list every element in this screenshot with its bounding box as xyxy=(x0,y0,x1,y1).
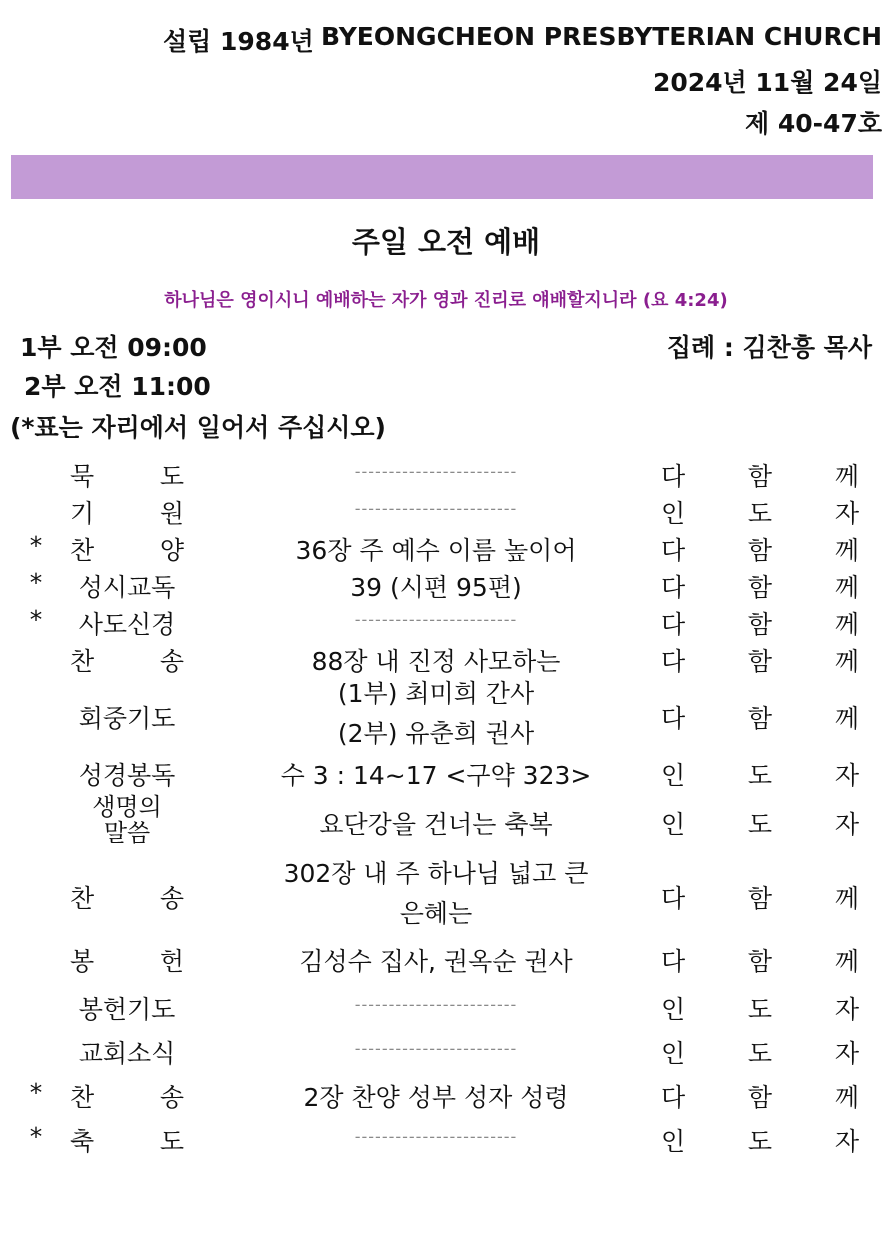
order-item-responsible xyxy=(661,1078,859,1114)
order-item-responsible-char: 다 xyxy=(661,946,686,976)
header-date: 2024년 11월 24일 xyxy=(652,68,882,97)
order-item-responsible-char: 인 xyxy=(661,1038,686,1068)
service-leader: 집례 : 김찬흥 목사 xyxy=(666,333,872,362)
order-item-responsible xyxy=(661,531,859,567)
order-row xyxy=(0,527,892,564)
order-item-responsible-char: 도 xyxy=(747,1038,773,1068)
order-item-responsible-char: 다 xyxy=(661,1082,686,1112)
order-item-detail: 수 3 : 14~17 <구약 323> xyxy=(280,760,592,790)
order-item-responsible-char: 도 xyxy=(747,1126,773,1156)
accent-bar xyxy=(11,155,873,199)
order-item-name-char: 찬 xyxy=(70,646,95,676)
standing-mark: * xyxy=(29,604,43,634)
order-item-responsible-char: 자 xyxy=(834,809,859,839)
order-item-name-line: 생명의 xyxy=(92,792,162,821)
order-item-responsible xyxy=(661,457,859,493)
service-time-2: 2부 오전 11:00 xyxy=(24,372,211,401)
order-item-responsible xyxy=(661,642,859,678)
order-item-name-char: 찬 xyxy=(70,884,95,913)
order-item-responsible-char: 께 xyxy=(834,535,859,565)
order-item-name xyxy=(70,642,184,678)
order-row xyxy=(0,1118,892,1155)
order-item-responsible xyxy=(661,568,859,604)
order-item-detail: ------------------------ xyxy=(354,1126,518,1146)
standing-note: (*표는 자리에서 일어서 주십시오) xyxy=(10,413,386,442)
order-item-name-char: 송 xyxy=(159,884,184,913)
order-item-name-char: 도 xyxy=(159,1126,184,1156)
order-row xyxy=(0,638,892,675)
order-item-name-char: 봉헌기도 xyxy=(78,994,176,1024)
order-item-responsible-char: 다 xyxy=(661,572,686,602)
header-issue: 제 40-47호 xyxy=(745,109,882,138)
order-item-responsible-char: 도 xyxy=(747,498,773,528)
order-item-name xyxy=(70,879,184,915)
order-item-name-char: 봉 xyxy=(70,946,95,976)
order-row xyxy=(0,601,892,638)
order-item-name xyxy=(70,1034,184,1070)
service-time-1: 1부 오전 09:00 xyxy=(20,333,207,362)
order-item-name-char: 찬 xyxy=(70,1082,95,1112)
order-item-detail: ------------------------ xyxy=(354,609,518,629)
standing-mark: * xyxy=(29,530,43,560)
order-item-detail-line: (1부) 최미희 간사 xyxy=(337,678,535,708)
order-item-name xyxy=(70,457,184,493)
order-item-responsible-char: 다 xyxy=(661,703,686,733)
order-item-responsible-char: 께 xyxy=(834,703,859,733)
order-item-responsible-char: 함 xyxy=(747,646,773,676)
order-row xyxy=(0,789,892,850)
order-item-responsible-char: 인 xyxy=(661,994,686,1024)
order-item-detail: ------------------------ xyxy=(354,1038,518,1058)
scripture-verse: 하나님은 영이시니 예배하는 자가 영과 진리로 얘배할지니라 (요 4:24) xyxy=(164,290,728,311)
order-item-responsible-char: 께 xyxy=(834,1082,859,1112)
order-item-responsible-char: 도 xyxy=(747,809,773,839)
order-item-responsible-char: 다 xyxy=(661,884,686,913)
order-item-name xyxy=(70,531,184,567)
standing-mark: * xyxy=(29,1121,43,1151)
order-item-responsible-char: 함 xyxy=(747,572,773,602)
order-item-name-char: 성경봉독 xyxy=(78,760,176,790)
order-item-responsible xyxy=(661,942,859,978)
order-item-name-char: 기 xyxy=(70,498,95,528)
order-row xyxy=(0,938,892,975)
order-row xyxy=(0,453,892,490)
order-item-responsible-char: 께 xyxy=(834,461,859,491)
order-item-name xyxy=(70,605,184,641)
order-row xyxy=(0,1074,892,1111)
order-item-responsible-char: 다 xyxy=(661,646,686,676)
order-item-responsible xyxy=(661,699,859,735)
order-item-responsible xyxy=(661,879,859,915)
order-item-name-char: 찬 xyxy=(70,535,95,565)
order-item-responsible-char: 자 xyxy=(834,1126,859,1156)
order-item-responsible-char: 께 xyxy=(834,609,859,639)
order-item-responsible-char: 인 xyxy=(661,809,686,839)
order-item-responsible xyxy=(661,756,859,792)
order-item-name-char: 축 xyxy=(70,1126,95,1156)
order-item-name xyxy=(70,756,184,792)
order-row xyxy=(0,564,892,601)
order-item-responsible-char: 자 xyxy=(834,760,859,790)
order-item-name xyxy=(70,1122,184,1158)
order-item-name-char: 헌 xyxy=(159,946,184,976)
header-church-name: BYEONGCHEON PRESBYTERIAN CHURCH xyxy=(321,22,882,51)
order-item-responsible-char: 께 xyxy=(834,572,859,602)
order-item-name-char: 도 xyxy=(159,461,184,491)
order-item-responsible xyxy=(661,494,859,530)
order-item-name-char: 회중기도 xyxy=(78,703,176,733)
order-item-name-char: 송 xyxy=(159,1082,184,1112)
order-item-name xyxy=(70,1078,184,1114)
order-item-responsible-char: 함 xyxy=(747,1082,773,1112)
order-item-responsible-char: 자 xyxy=(834,994,859,1024)
order-item-responsible xyxy=(661,1034,859,1070)
order-item-responsible xyxy=(661,1122,859,1158)
order-item-responsible-char: 도 xyxy=(747,994,773,1024)
standing-mark: * xyxy=(29,1077,43,1107)
order-item-detail: 36장 주 예수 이름 높이어 xyxy=(295,535,577,565)
order-item-name-char: 성시교독 xyxy=(78,572,176,602)
order-item-detail: 39 (시편 95편) xyxy=(350,572,522,602)
order-item-detail-line: 302장 내 주 하나님 넓고 큰 xyxy=(283,859,589,888)
order-item-responsible-char: 함 xyxy=(747,946,773,976)
order-item-responsible xyxy=(661,605,859,641)
order-item-name-char: 송 xyxy=(159,646,184,676)
order-item-detail: ------------------------ xyxy=(354,994,518,1014)
order-item-responsible-char: 께 xyxy=(834,884,859,913)
order-item-detail: ------------------------ xyxy=(354,461,518,481)
order-item-responsible-char: 다 xyxy=(661,535,686,565)
order-item-detail-line: (2부) 유춘희 권사 xyxy=(337,718,535,748)
order-item-name xyxy=(70,699,184,735)
service-title: 주일 오전 예배 xyxy=(351,225,541,259)
standing-mark: * xyxy=(29,567,43,597)
order-item-responsible-char: 함 xyxy=(747,884,773,913)
order-item-name xyxy=(70,494,184,530)
order-row xyxy=(0,675,892,752)
order-item-responsible-char: 함 xyxy=(747,461,773,491)
order-item-detail: 88장 내 진정 사모하는 xyxy=(311,646,561,676)
order-item-detail: ------------------------ xyxy=(354,498,518,518)
order-item-name-char: 사도신경 xyxy=(78,609,176,639)
order-item-name-char: 양 xyxy=(159,535,184,565)
order-row xyxy=(0,752,892,789)
order-row xyxy=(0,1030,892,1067)
order-item-detail-line: 은혜는 xyxy=(399,899,473,928)
order-item-detail xyxy=(226,674,646,754)
order-item-responsible-char: 인 xyxy=(661,760,686,790)
order-item-detail: 김성수 집사, 권옥순 권사 xyxy=(299,946,573,976)
order-item-detail: 요단강을 건너는 축복 xyxy=(319,809,553,839)
order-item-responsible-char: 다 xyxy=(661,461,686,491)
order-item-name-line: 말씀 xyxy=(103,818,151,847)
order-item-name-char: 원 xyxy=(159,498,184,528)
order-item-responsible xyxy=(661,805,859,841)
order-item-name-char: 교회소식 xyxy=(78,1038,176,1068)
order-item-responsible-char: 도 xyxy=(747,760,773,790)
order-item-responsible-char: 자 xyxy=(834,1038,859,1068)
order-item-responsible-char: 함 xyxy=(747,703,773,733)
order-item-responsible-char: 께 xyxy=(834,646,859,676)
order-item-responsible xyxy=(661,990,859,1026)
order-row xyxy=(0,986,892,1023)
order-item-name xyxy=(70,794,184,846)
order-row xyxy=(0,490,892,527)
order-item-name xyxy=(70,942,184,978)
order-item-responsible-char: 다 xyxy=(661,609,686,639)
order-item-name-char: 묵 xyxy=(70,461,95,491)
order-item-responsible-char: 께 xyxy=(834,946,859,976)
order-item-responsible-char: 인 xyxy=(661,498,686,528)
order-item-name xyxy=(70,990,184,1026)
order-item-name xyxy=(70,568,184,604)
order-item-responsible-char: 자 xyxy=(834,498,859,528)
order-item-detail xyxy=(226,854,646,934)
order-item-detail: 2장 찬양 성부 성자 성령 xyxy=(303,1082,569,1112)
order-row xyxy=(0,850,892,938)
header-founded: 설립 1984년 xyxy=(163,27,314,56)
order-item-responsible-char: 함 xyxy=(747,535,773,565)
order-item-responsible-char: 함 xyxy=(747,609,773,639)
order-item-responsible-char: 인 xyxy=(661,1126,686,1156)
